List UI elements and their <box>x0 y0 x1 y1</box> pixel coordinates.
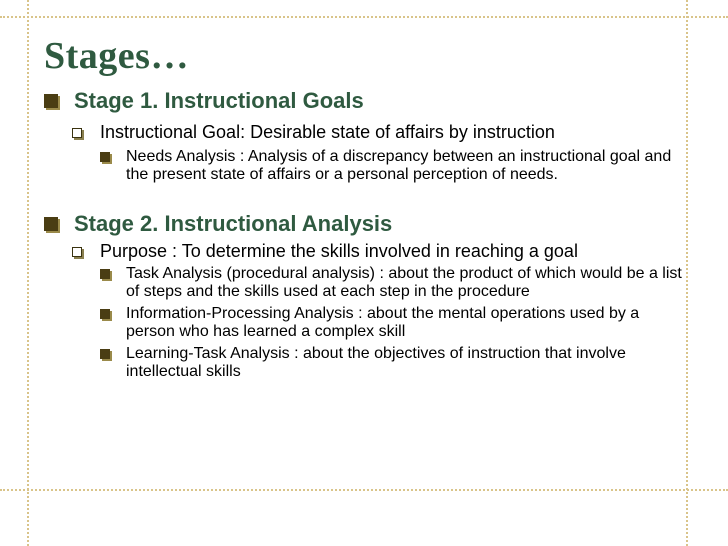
square-bullet-icon <box>44 217 58 231</box>
square-bullet-icon <box>100 309 110 319</box>
square-bullet-icon <box>100 349 110 359</box>
bottom-border-line <box>0 489 728 491</box>
square-bullet-icon <box>100 152 110 162</box>
stage-2-detail-info: Information-Processing Analysis : about the mental operations used by a person who has learned a complex skill <box>44 305 686 341</box>
stage-2-heading: Stage 2. Instructional Analysis <box>44 211 688 237</box>
hollow-square-bullet-icon <box>72 247 82 257</box>
stage-2-detail-learning: Learning-Task Analysis : about the objectives of instruction that involve intellectual skills <box>44 345 686 381</box>
stage-1-subpoint: Instructional Goal: Desirable state of affairs by instruction <box>44 122 688 142</box>
square-bullet-icon <box>44 94 58 108</box>
stage-1-detail: Needs Analysis : Analysis of a discrepancy between an instructional goal and the present state of affairs or a personal perception of needs. <box>44 148 686 184</box>
slide-title: Stages… <box>44 35 189 77</box>
stage-2-subpoint: Purpose : To determine the skills involved in reaching a goal <box>44 241 660 261</box>
stage-2-detail-task: Task Analysis (procedural analysis) : about the product of which would be a list of steps and the skills used at each step in the procedure <box>44 265 686 301</box>
slide-content <box>44 86 688 381</box>
stage-1-heading: Stage 1. Instructional Goals <box>44 88 688 114</box>
square-bullet-icon <box>100 269 110 279</box>
top-border-line <box>0 16 728 18</box>
left-border-line <box>27 0 29 546</box>
hollow-square-bullet-icon <box>72 128 82 138</box>
